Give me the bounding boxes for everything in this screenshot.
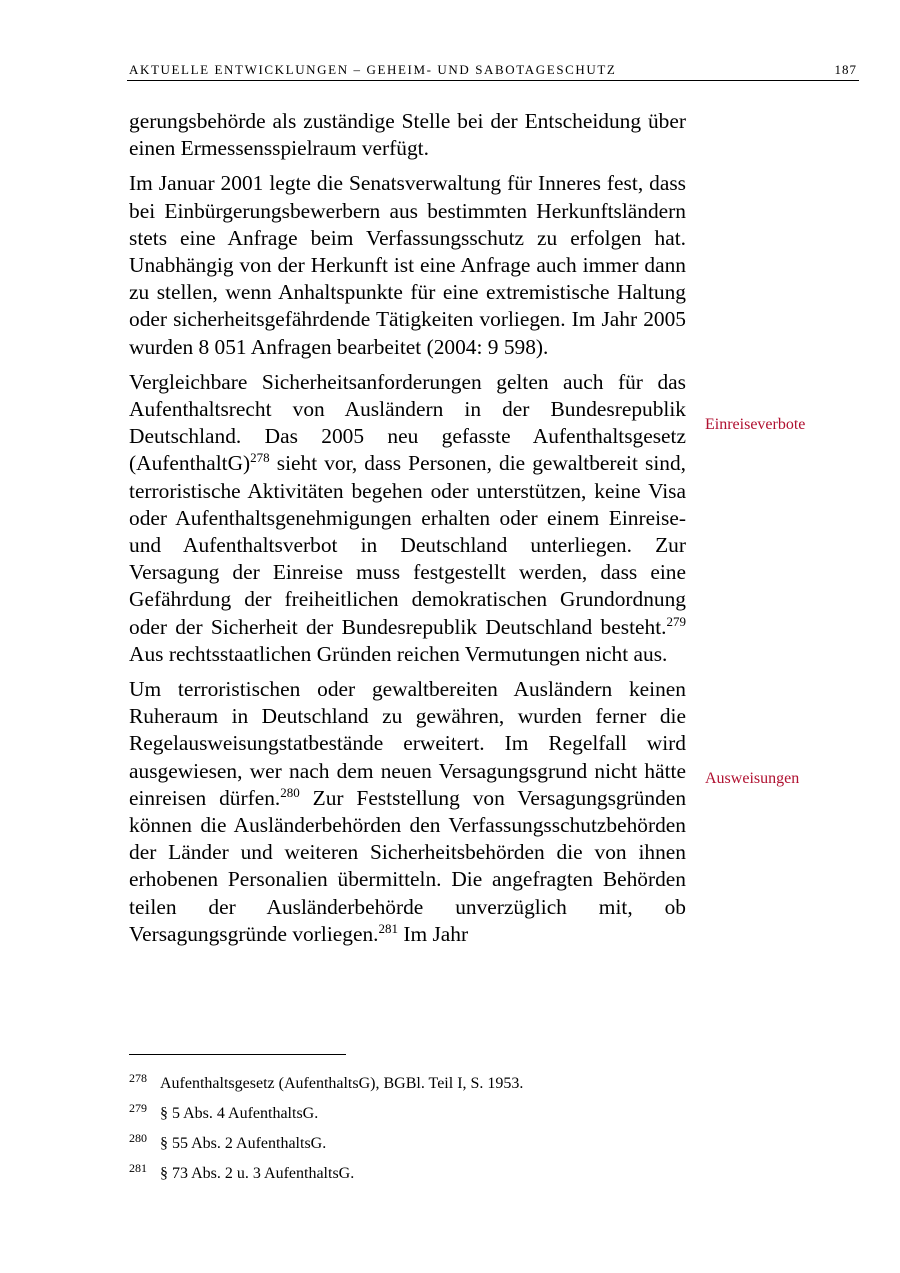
- footnote-text: § 55 Abs. 2 AufenthaltsG.: [160, 1135, 327, 1152]
- footnote-278: [129, 1071, 686, 1105]
- paragraph-2: Im Januar 2001 legte die Senatsverwaltung für Inneres fest, dass bei Einbürgerungsbewerbern aus bestimmten Herkunftsländern stets eine Anfrage beim Verfassungsschutz zu erfolgen hat. Unabhängig von der Herkunft ist eine Anfrage auch immer dann zu stellen, wenn Anhaltspunkte für eine extremistische Haltung oder sicherheitsgefährdende Tätigkeiten vorliegen. Im Jahr 2005 wurden 8 051 Anfragen bearbeitet (2004: 9 598).: [129, 171, 686, 359]
- footnote-ref-280[interactable]: 280: [280, 784, 300, 800]
- footnote-number: 281: [129, 1161, 147, 1175]
- paragraph-4-part-2: Zur Feststellung von Versagungsgründen können die Ausländerbehörden den Verfassungsschutzbehörden der Länder und weiteren Sicherheitsbehörden die von ihnen erhobenen Personalien übermitteln. Die angefragten Behörden teilen der Ausländerbehörde unverzüglich mit, ob Versagungsgründe vorliegen.: [129, 785, 687, 946]
- running-header: [127, 60, 859, 81]
- footnote-280: [129, 1131, 686, 1165]
- footnote-number: 279: [129, 1101, 147, 1115]
- footnote-number: 278: [129, 1071, 147, 1085]
- footnote-text: § 5 Abs. 4 AufenthaltsG.: [160, 1105, 319, 1122]
- footnote-ref-278[interactable]: 278: [250, 450, 270, 466]
- paragraph-3-part-1: Vergleichbare Sicherheitsanforderungen gelten auch für das Aufenthaltsrecht von Ausländern in der Bundesrepublik Deutschland. Das 2005 neu gefasste Aufenthaltsgesetz (AufenthaltG): [129, 369, 686, 476]
- paragraph-4-part-3: Im Jahr: [398, 921, 469, 946]
- footnote-ref-281[interactable]: 281: [378, 920, 398, 936]
- paragraph-3-part-3: Aus rechtsstaatlichen Gründen reichen Vermutungen nicht aus.: [129, 641, 668, 666]
- margin-note-ausweisungen: Ausweisungen: [705, 770, 800, 787]
- margin-note-einreiseverbote: Einreiseverbote: [705, 416, 806, 433]
- footnote-text: § 73 Abs. 2 u. 3 AufenthaltsG.: [160, 1165, 355, 1182]
- footnote-ref-279[interactable]: 279: [666, 613, 686, 629]
- main-text: [129, 108, 686, 956]
- running-header-title: AKTUELLE ENTWICKLUNGEN – GEHEIM- UND SABOTAGESCHUTZ: [129, 62, 617, 77]
- paragraph-3-part-2: sieht vor, dass Personen, die gewaltbereit sind, terroristische Aktivitäten begehen oder unterstützen, keine Visa oder Aufenthaltsgenehmigungen erhalten oder einem Einreise- und Aufenthaltsverbot in Deutschland unterliegen. Zur Versagung der Einreise muss festgestellt werden, dass eine Gefährdung der freiheitlichen demokratischen Grundordnung oder der Sicherheit der Bundesrepublik Deutschland besteht.: [129, 451, 686, 639]
- paragraph-1: gerungsbehörde als zuständige Stelle bei der Entscheidung über einen Ermessensspielraum verfügt.: [129, 109, 686, 161]
- footnote-number: 280: [129, 1131, 147, 1145]
- paragraph-4: [129, 676, 686, 948]
- footnote-separator: [129, 1054, 346, 1055]
- paragraph-3: [129, 369, 686, 668]
- paragraph-4-part-1: Um terroristischen oder gewaltbereiten Ausländern keinen Ruheraum in Deutschland zu gewähren, wurden ferner die Regelausweisungstatbestände erweitert. Im Regelfall wird ausgewiesen, wer nach dem neuen Versagungsgrund nicht hätte einreisen dürfen.: [129, 677, 686, 810]
- page-number: 187: [834, 62, 857, 77]
- footnote-281: [129, 1161, 686, 1195]
- footnotes: [129, 1071, 686, 1195]
- footnote-279: [129, 1101, 686, 1135]
- footnote-text: Aufenthaltsgesetz (AufenthaltsG), BGBl. Teil I, S. 1953.: [160, 1075, 524, 1092]
